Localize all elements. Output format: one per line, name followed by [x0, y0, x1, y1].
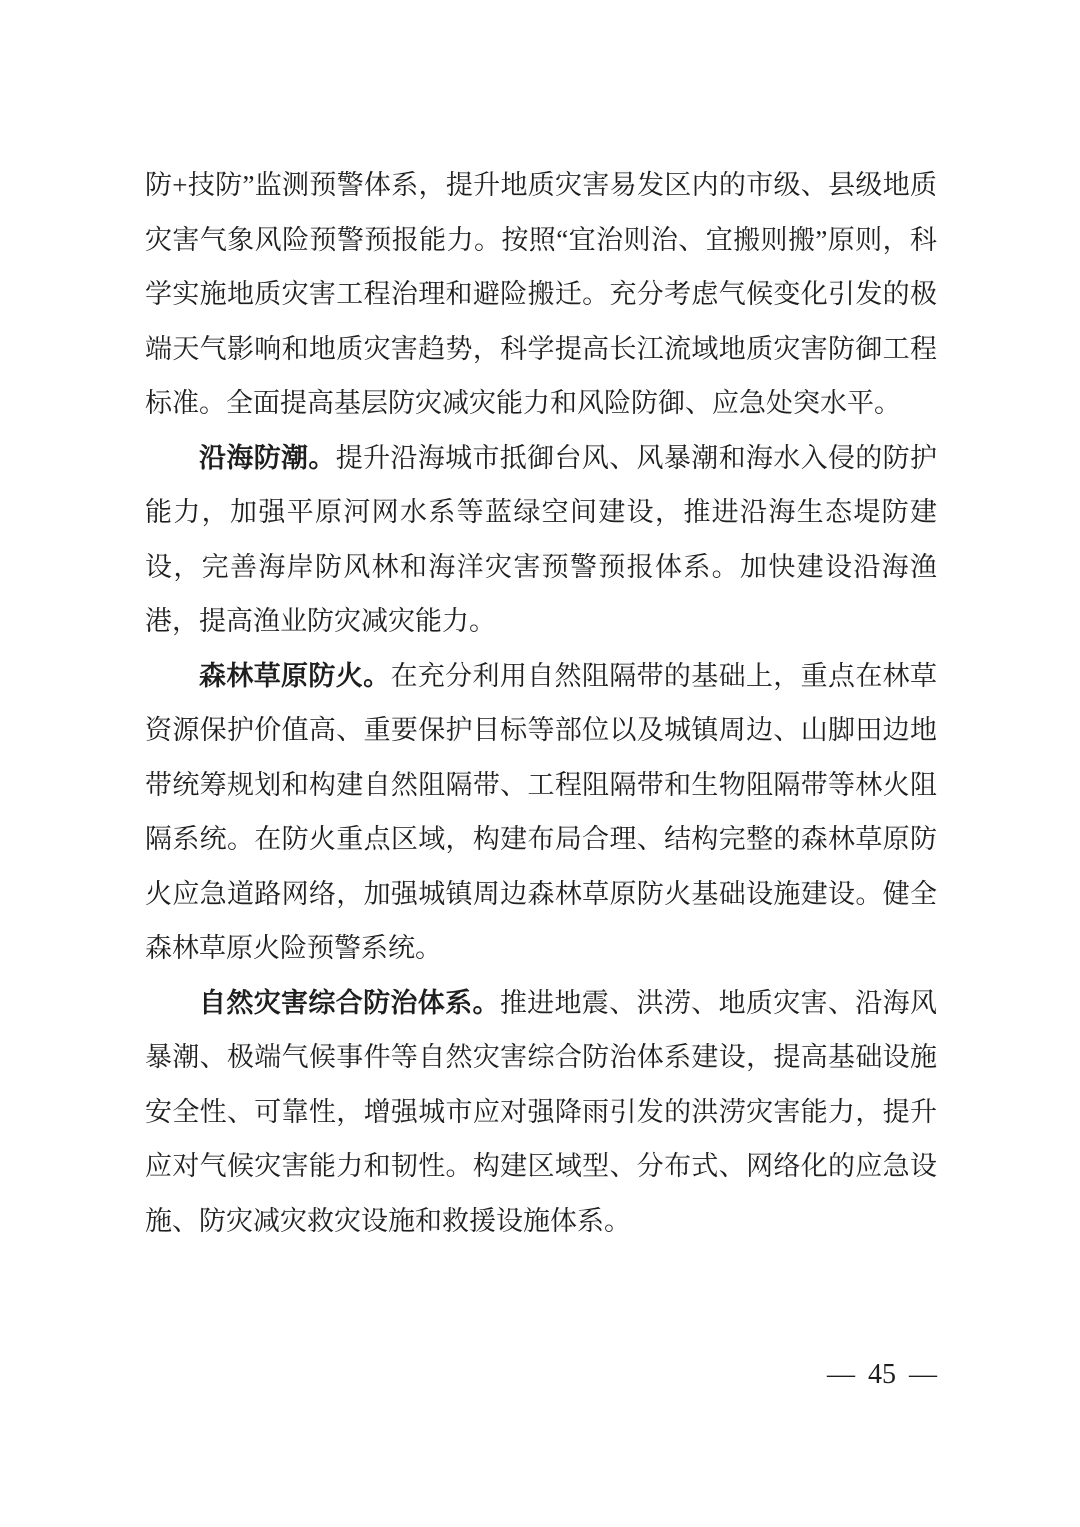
paragraph: 沿海防潮。提升沿海城市抵御台风、风暴潮和海水入侵的防护能力，加强平原河网水系等蓝绿空间建设，推进沿海生态堤防建设，完善海岸防风林和海洋灾害预警预报体系。加快建设沿海渔港，提高渔业防灾减灾能力。 — [145, 442, 938, 636]
page-footer — [145, 1358, 937, 1392]
paragraph: 自然灾害综合防治体系。推进地震、洪涝、地质灾害、沿海风暴潮、极端气候事件等自然灾害综合防治体系建设，提高基础设施安全性、可靠性，增强城市应对强降雨引发的洪涝灾害能力，提升应对气候灾害能力和韧性。构建区域型、分布式、网络化的应急设施、防灾减灾救灾设施和救援设施体系。 — [145, 987, 938, 1236]
paragraph-lead: 森林草原防火。 — [199, 660, 391, 691]
footer-right-dash: — — [909, 1359, 937, 1390]
paragraph: 森林草原防火。在充分利用自然阻隔带的基础上，重点在林草资源保护价值高、重要保护目标等部位以及城镇周边、山脚田边地带统筹规划和构建自然阻隔带、工程阻隔带和生物阻隔带等林火阻隔系统。在防火重点区域，构建布局合理、结构完整的森林草原防火应急道路网络，加强城镇周边森林草原防火基础设施建设。健全森林草原火险预警系统。 — [145, 660, 938, 963]
footer-left-dash: — — [827, 1359, 855, 1390]
page-number: 45 — [868, 1359, 896, 1390]
document-body — [145, 158, 937, 1248]
paragraph-lead: 沿海防潮。 — [199, 442, 336, 473]
paragraph: 防+技防”监测预警体系，提升地质灾害易发区内的市级、县级地质灾害气象风险预警预报能力。按照“宜治则治、宜搬则搬”原则，科学实施地质灾害工程治理和避险搬迁。充分考虑气候变化引发的极端天气影响和地质灾害趋势，科学提高长江流域地质灾害防御工程标准。全面提高基层防灾减灾能力和风险防御、应急处突水平。 — [145, 170, 937, 418]
paragraph-lead: 自然灾害综合防治体系。 — [199, 987, 500, 1018]
